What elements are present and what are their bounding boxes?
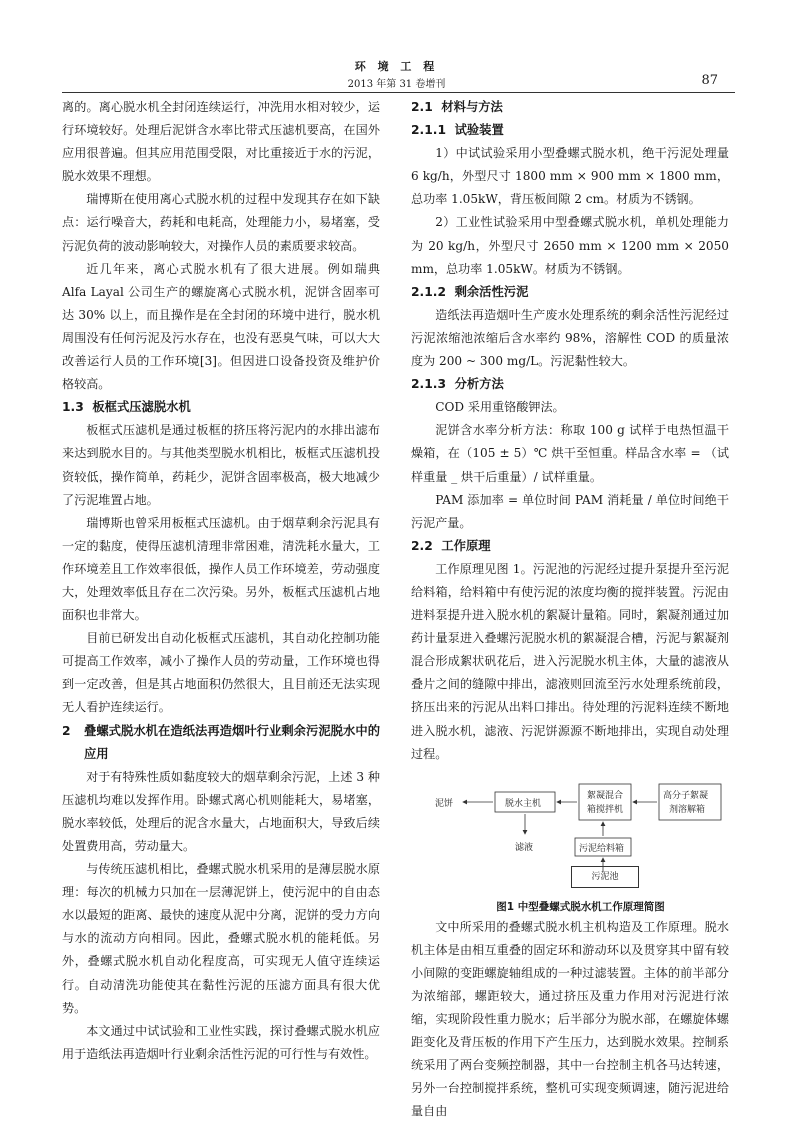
right-column <box>411 96 729 1124</box>
paragraph: 泥饼含水率分析方法：称取 100 g 试样于电热恒温干燥箱，在（105 ± 5）℃ 烘干至恒重。样品含水率 = （试样重量 _ 烘干后重量）/ 试样重量。 <box>411 423 729 484</box>
label-pam-1: 高分子絮凝 <box>663 790 709 801</box>
journal-title: 环 境 工 程 <box>354 60 439 73</box>
paragraph: 2）工业性试验采用中型叠螺式脱水机，单机处理能力为 20 kg/h，外型尺寸 2650 mm × 1200 mm × 2050 mm，总功率 1.05kW。材质为不锈钢。 <box>411 215 729 276</box>
left-column <box>62 96 380 1066</box>
section-heading-2-1-1: 2.1.1 试验装置 <box>411 123 504 138</box>
label-main: 脱水主机 <box>505 798 542 809</box>
label-cake: 泥饼 <box>435 798 454 809</box>
section-heading-2-1: 2.1 材料与方法 <box>411 100 503 114</box>
page-number: 87 <box>701 73 718 88</box>
paragraph: 近几年来，离心式脱水机有了很大进展。例如瑞典 Alfa Layal 公司生产的螺旋离心式脱水机，泥饼含固率可达 30% 以上，而且操作是在全封闭的环境中进行，脱水机周围没有任何污泥及污水存在，也没有恶臭气味，可以大大改善运行人员的工作环境[3]。但因进口设备投资及维护价格较高。 <box>62 261 380 392</box>
section-heading-2-1-2: 2.1.2 剩余活性污泥 <box>411 284 529 299</box>
paragraph: 目前已研发出自动化板框式压滤机，其自动化控制功能可提高工作效率，减小了操作人员的劳动量，工作环境也得到一定改善，但是其占地面积仍然很大，且目前还无法实现无人看护连续运行。 <box>62 631 380 715</box>
label-pam-2: 剂溶解箱 <box>669 804 706 815</box>
paragraph: 瑞博斯也曾采用板框式压滤机。由于烟草剩余污泥具有一定的黏度，使得压滤机清理非常困难，清洗耗水量大，工作环境差且工作效率很低，操作人员工作环境差，劳动强度大，处理效率低且存在二次污染。另外，板框式压滤机占地面积也非常大。 <box>62 515 380 623</box>
section-heading-1-3: 1.3 板框式压滤脱水机 <box>62 400 191 415</box>
paragraph: 对于有特殊性质如黏度较大的烟草剩余污泥，上述 3 种压滤机均难以发挥作用。卧螺式离心机则能耗大，易堵塞，脱水率较低，处理后的泥含水量大，占地面积大，导致后续处置费用高，劳动量大。 <box>62 769 380 853</box>
volume-issue: 2013 年第 31 卷增刊 <box>347 79 446 90</box>
box-pool: 污泥池 <box>571 866 639 888</box>
label-feed: 污泥给料箱 <box>579 843 625 854</box>
paragraph: 1）中试试验采用小型叠螺式脱水机，绝干污泥处理量 6 kg/h，外型尺寸 1800 mm × 900 mm × 1800 mm，总功率 1.05kW，背压板间隙 2 cm。材质为不锈钢。 <box>411 146 729 207</box>
label-filtrate: 滤液 <box>515 842 534 853</box>
figure-caption: 图1 中型叠螺式脱水机工作原理简图 <box>496 900 665 913</box>
section-heading-2-2: 2.2 工作原理 <box>411 538 491 553</box>
paragraph: 板框式压滤机是通过板框的挤压将污泥内的水排出滤布来达到脱水目的。与其他类型脱水机相比，板框式压滤机投资较低，操作简单，药耗少，泥饼含固率极高，极大地减少了污泥堆置占地。 <box>62 423 380 507</box>
label-mix-2: 箱搅拌机 <box>587 804 624 815</box>
section-heading-2-1-3: 2.1.3 分析方法 <box>411 377 504 392</box>
paragraph: 工作原理见图 1。污泥池的污泥经过提升泵提升至污泥给料箱，给料箱中有使污泥的浓度均衡的搅拌装置。污泥由进料泵提升进入脱水机的絮凝计量箱。同时，絮凝剂通过加药计量泵进入叠螺污泥脱水机的絮凝混合槽，污泥与絮凝剂混合形成絮状矾花后，进入污泥脱水机主体，大量的滤液从叠片之间的缝隙中排出，滤液则回流至污水处理系统前段，挤压出来的污泥从出料口排出。待处理的污泥料连续不断地进入脱水机，滤液、污泥饼源源不断地排出，实现自动处理过程。 <box>411 561 729 761</box>
paragraph: COD 采用重铬酸钾法。 <box>435 400 565 415</box>
paragraph: 本文通过中试试验和工业性实践，探讨叠螺式脱水机应用于造纸法再造烟叶行业剩余活性污泥的可行性与有效性。 <box>62 1023 380 1061</box>
section-heading-2: 2 叠螺式脱水机在造纸法再造烟叶行业剩余污泥脱水中的应用 <box>62 723 380 761</box>
paragraph: 文中所采用的叠螺式脱水机主机构造及工作原理。脱水机主体是由相互重叠的固定环和游动环以及贯穿其中留有较小间隙的变距螺旋轴组成的一种过滤装置。主体的前半部分为浓缩部，螺距较大，通过挤压及重力作用对污泥进行浓缩，实现阶段性重力脱水；后半部分为脱水部，在螺旋体螺距变化及背压板的作用下产生压力，达到脱水效果。控制系统采用了两台变频控制器，其中一台控制主机各马达转速，另外一台控制搅拌系统，整机可实现变频调速，随污泥进给量自由 <box>411 919 729 1119</box>
process-diagram <box>411 770 729 880</box>
paragraph: PAM 添加率 = 单位时间 PAM 消耗量 / 单位时间绝干污泥产量。 <box>411 492 729 530</box>
figure-1 <box>411 770 729 898</box>
page-header <box>0 0 793 100</box>
label-mix-1: 絮凝混合 <box>587 790 624 801</box>
paragraph: 造纸法再造烟叶生产废水处理系统的剩余活性污泥经过污泥浓缩池浓缩后含水率约 98%，溶解性 COD 的质量浓度为 200 ~ 300 mg/L。污泥黏性较大。 <box>411 307 729 369</box>
paragraph: 离的。离心脱水机全封闭连续运行，冲洗用水相对较少，运行环境较好。处理后泥饼含水率比带式压滤机要高，在国外应用很普遍。但其应用范围受限，对比重接近于水的污泥，脱水效果不理想。 <box>62 100 380 184</box>
paragraph: 与传统压滤机相比，叠螺式脱水机采用的是薄层脱水原理：每次的机械力只加在一层薄泥饼上，使污泥中的自由态水以最短的距离、最快的速度从泥中分离，泥饼的受力方向与水的流动方向相同。因此，叠螺式脱水机的能耗低。另外，叠螺式脱水机自动化程度高，可实现无人值守连续运行。自动清洗功能使其在黏性污泥的压滤方面具有很大优势。 <box>62 862 380 1015</box>
paragraph: 瑞博斯在使用离心式脱水机的过程中发现其存在如下缺点：运行噪音大，药耗和电耗高，处理能力小，易堵塞，受污泥负荷的波动影响较大，对操作人员的素质要求较高。 <box>62 192 380 253</box>
header-rule <box>62 92 735 93</box>
